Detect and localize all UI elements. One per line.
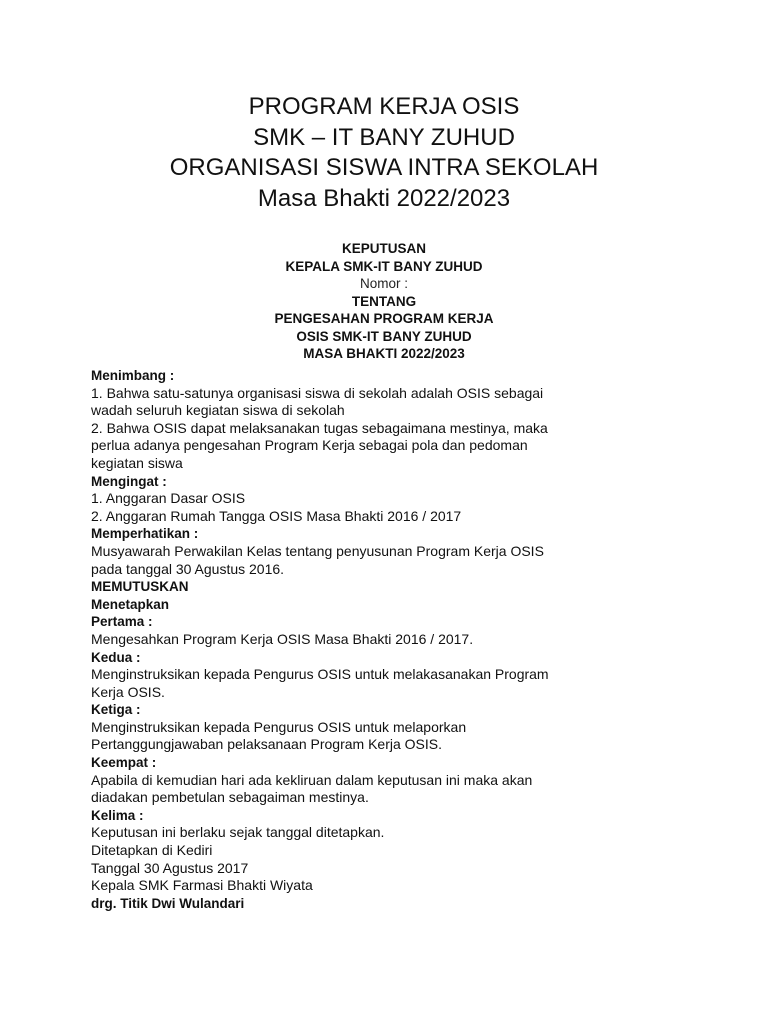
signing-place: Ditetapkan di Kediri [91, 842, 213, 859]
section-menimbang [91, 367, 611, 473]
decree-subject-line-1: PENGESAHAN PROGRAM KERJA [274, 311, 494, 326]
body-line: 2. Anggaran Rumah Tangga OSIS Masa Bhakti 2016 / 2017 [91, 507, 462, 524]
decree-header [0, 240, 768, 363]
body-line: wadah seluruh kegiatan siswa di sekolah [91, 402, 345, 419]
signatory-position: Kepala SMK Farmasi Bhakti Wiyata [91, 877, 313, 894]
decree-subject-line-3: MASA BHAKTI 2022/2023 [303, 346, 465, 361]
body-line: perlua adanya pengesahan Program Kerja sebagai pola dan pedoman [91, 437, 528, 454]
memutuskan-heading: MEMUTUSKAN [91, 579, 189, 595]
decree-body [91, 367, 611, 912]
document-title [0, 92, 768, 214]
section-keempat [91, 754, 611, 807]
decree-issuer: KEPALA SMK-IT BANY ZUHUD [285, 258, 483, 274]
section-heading: Pertama : [91, 614, 153, 630]
body-line: Kerja OSIS. [91, 683, 165, 700]
section-pertama [91, 613, 611, 648]
section-mengingat [91, 473, 611, 526]
section-heading: Kelima : [91, 807, 144, 823]
body-line: Keputusan ini berlaku sejak tanggal ditetapkan. [91, 824, 385, 841]
body-line: 1. Bahwa satu-satunya organisasi siswa di sekolah adalah OSIS sebagai [91, 384, 544, 401]
section-heading: Memperhatikan : [91, 526, 199, 542]
body-line: Musyawarah Perwakilan Kelas tentang penyusunan Program Kerja OSIS [91, 542, 544, 559]
signing-date: Tanggal 30 Agustus 2017 [91, 859, 249, 876]
section-kedua [91, 649, 611, 702]
decree-keputusan: KEPUTUSAN [341, 241, 426, 256]
title-line-period: Masa Bhakti 2022/2023 [257, 184, 511, 212]
body-line: Pertanggungjawaban pelaksanaan Program Kerja OSIS. [91, 736, 442, 753]
title-line-program: PROGRAM KERJA OSIS [248, 93, 520, 120]
menetapkan-heading: Menetapkan [91, 596, 170, 612]
body-line: 1. Anggaran Dasar OSIS [91, 490, 246, 507]
signature-block [91, 842, 611, 912]
title-line-organization: ORGANISASI SISWA INTRA SEKOLAH [169, 154, 599, 181]
decree-tentang: TENTANG [351, 293, 417, 309]
section-heading: Keempat : [91, 755, 157, 771]
section-heading: Kedua : [91, 649, 141, 665]
body-line: 2. Bahwa OSIS dapat melaksanakan tugas sebagaimana mestinya, maka [91, 419, 548, 436]
body-line: diadakan pembetulan sebagaiman mestinya. [91, 789, 369, 806]
section-memperhatikan [91, 525, 611, 578]
section-heading: Mengingat : [91, 473, 167, 489]
section-heading: Ketiga : [91, 702, 141, 718]
body-line: kegiatan siswa [91, 454, 183, 471]
section-ketiga [91, 701, 611, 754]
section-heading: Menimbang : [91, 368, 175, 383]
decree-number: Nomor : [359, 276, 408, 291]
decree-subject-line-2: OSIS SMK-IT BANY ZUHUD [296, 328, 472, 344]
title-line-school: SMK – IT BANY ZUHUD [253, 123, 515, 151]
body-line: Mengesahkan Program Kerja OSIS Masa Bhakti 2016 / 2017. [91, 630, 474, 647]
body-line: Menginstruksikan kepada Pengurus OSIS untuk melaporkan [91, 718, 467, 735]
section-kelima [91, 807, 611, 842]
body-line: Apabila di kemudian hari ada kekliruan dalam keputusan ini maka akan [91, 771, 533, 788]
body-line: Menginstruksikan kepada Pengurus OSIS untuk melakasanakan Program [91, 666, 549, 683]
signatory-name: drg. Titik Dwi Wulandari [91, 895, 245, 911]
body-line: pada tanggal 30 Agustus 2016. [91, 560, 285, 577]
